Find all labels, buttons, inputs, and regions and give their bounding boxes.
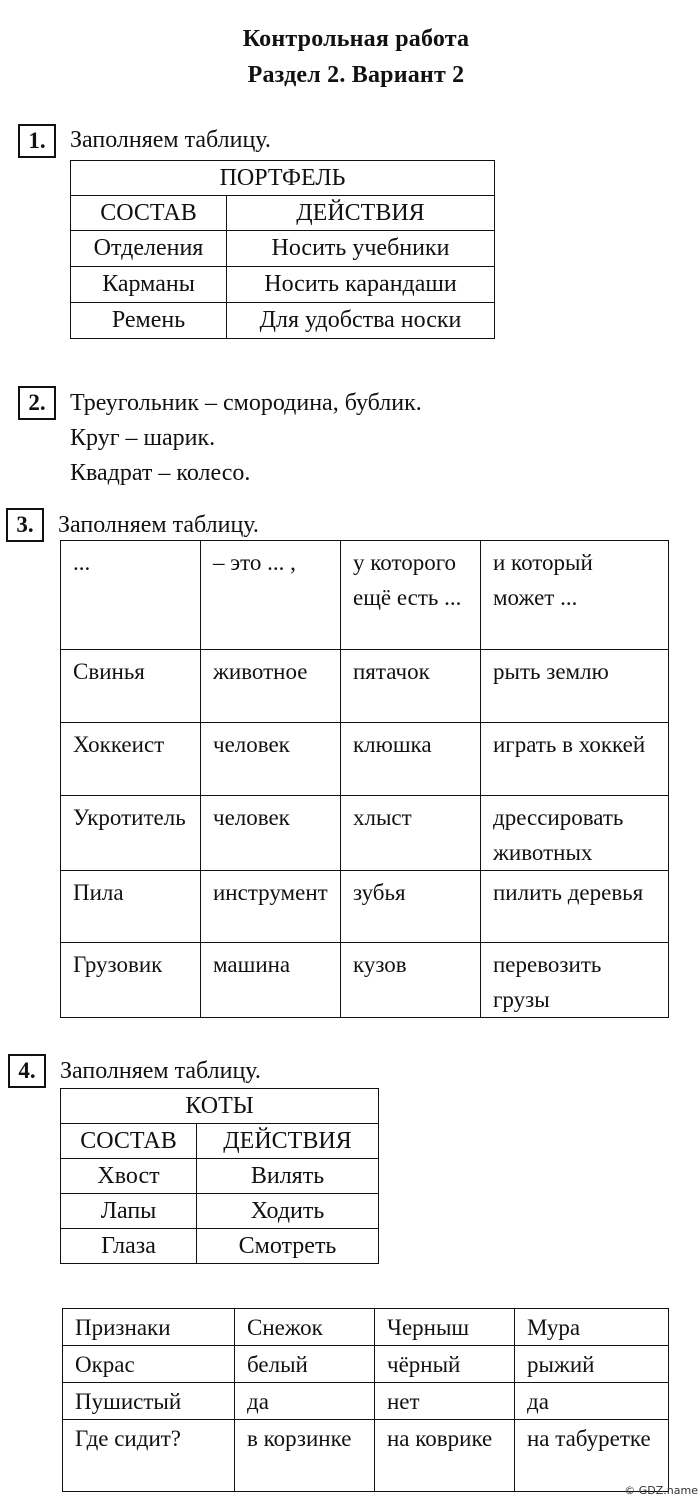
table-cell: играть в хоккей (481, 723, 669, 796)
table-portfel (70, 160, 495, 339)
table-cell: Для удобства носки (227, 303, 495, 339)
table-cell: Ремень (71, 303, 227, 339)
table-task-3 (60, 540, 669, 1018)
table-header: ДЕЙСТВИЯ (227, 196, 495, 231)
table-cell: Смотреть (197, 1229, 379, 1264)
table-cell: Где сидит? (63, 1420, 235, 1492)
table-cell: в корзинке (235, 1420, 375, 1492)
task-2-line: Квадрат – колесо. (70, 460, 251, 486)
table-cell: Носить учебники (227, 231, 495, 267)
table-cell: Хоккеист (61, 723, 201, 796)
table-header: у которого ещё есть ... (341, 541, 481, 650)
table-header: Снежок (235, 1309, 375, 1346)
table-cell: Лапы (61, 1194, 197, 1229)
task-4-number: 4. (8, 1054, 46, 1088)
table-cell: Носить карандаши (227, 267, 495, 303)
table-header: – это ... , (201, 541, 341, 650)
table-row (61, 1194, 379, 1229)
table-cell: Карманы (71, 267, 227, 303)
table-cell: пятачок (341, 650, 481, 723)
table-cell: да (235, 1383, 375, 1420)
task-1-text: Заполняем таблицу. (70, 127, 271, 153)
task-2-line: Треугольник – смородина, бублик. (70, 390, 422, 416)
table-row (63, 1420, 669, 1492)
table-cell: нет (375, 1383, 515, 1420)
table-row (61, 723, 669, 796)
table-cell: Глаза (61, 1229, 197, 1264)
table-cell: хлыст (341, 796, 481, 871)
page-title: Контрольная работа (242, 26, 470, 52)
watermark: © GDZ.name (624, 1484, 698, 1497)
table-row (63, 1346, 669, 1383)
table-cell: да (515, 1383, 669, 1420)
table-header: Мура (515, 1309, 669, 1346)
table-cell: Пушистый (63, 1383, 235, 1420)
table-cell: на табуретке (515, 1420, 669, 1492)
table-header: и который может ... (481, 541, 669, 650)
table-cell: зубья (341, 871, 481, 943)
table-cell: машина (201, 943, 341, 1018)
table-cell: на коврике (375, 1420, 515, 1492)
table-row (61, 1229, 379, 1264)
task-2-number: 2. (18, 386, 56, 420)
table-cell: перевозить грузы (481, 943, 669, 1018)
table-cell: Вилять (197, 1159, 379, 1194)
table-cell: Ходить (197, 1194, 379, 1229)
table-cell: Грузовик (61, 943, 201, 1018)
task-1-number: 1. (18, 124, 56, 158)
table-cell: человек (201, 723, 341, 796)
table-cell: животное (201, 650, 341, 723)
page-subtitle: Раздел 2. Вариант 2 (247, 62, 465, 88)
table-row (61, 1159, 379, 1194)
table-cell: человек (201, 796, 341, 871)
table-header: СОСТАВ (61, 1124, 197, 1159)
table-row (71, 231, 495, 267)
table-cell: рыть землю (481, 650, 669, 723)
table-header: Признаки (63, 1309, 235, 1346)
task-3-text: Заполняем таблицу. (58, 512, 259, 538)
table-row (71, 303, 495, 339)
table-cell: рыжий (515, 1346, 669, 1383)
table-cell: кузов (341, 943, 481, 1018)
table-cell: белый (235, 1346, 375, 1383)
task-2-line: Круг – шарик. (70, 425, 216, 451)
table-cell: дрессировать животных (481, 796, 669, 871)
table-header: ДЕЙСТВИЯ (197, 1124, 379, 1159)
table-cell: инструмент (201, 871, 341, 943)
table-header: Черныш (375, 1309, 515, 1346)
table-title: КОТЫ (61, 1089, 379, 1124)
table-row (61, 871, 669, 943)
table-row (61, 650, 669, 723)
table-title: ПОРТФЕЛЬ (71, 161, 495, 196)
table-row (63, 1383, 669, 1420)
table-cell: клюшка (341, 723, 481, 796)
table-cell: Хвост (61, 1159, 197, 1194)
table-cell: Укротитель (61, 796, 201, 871)
table-cat-features (62, 1308, 669, 1492)
table-cell: Окрас (63, 1346, 235, 1383)
table-row (71, 267, 495, 303)
table-header: ... (61, 541, 201, 650)
task-3-number: 3. (6, 508, 44, 542)
table-header: СОСТАВ (71, 196, 227, 231)
table-koty (60, 1088, 379, 1264)
table-cell: Свинья (61, 650, 201, 723)
table-row (61, 796, 669, 871)
table-cell: пилить деревья (481, 871, 669, 943)
task-4-text: Заполняем таблицу. (60, 1058, 261, 1084)
table-cell: чёрный (375, 1346, 515, 1383)
table-cell: Отделения (71, 231, 227, 267)
table-row (61, 943, 669, 1018)
table-cell: Пила (61, 871, 201, 943)
